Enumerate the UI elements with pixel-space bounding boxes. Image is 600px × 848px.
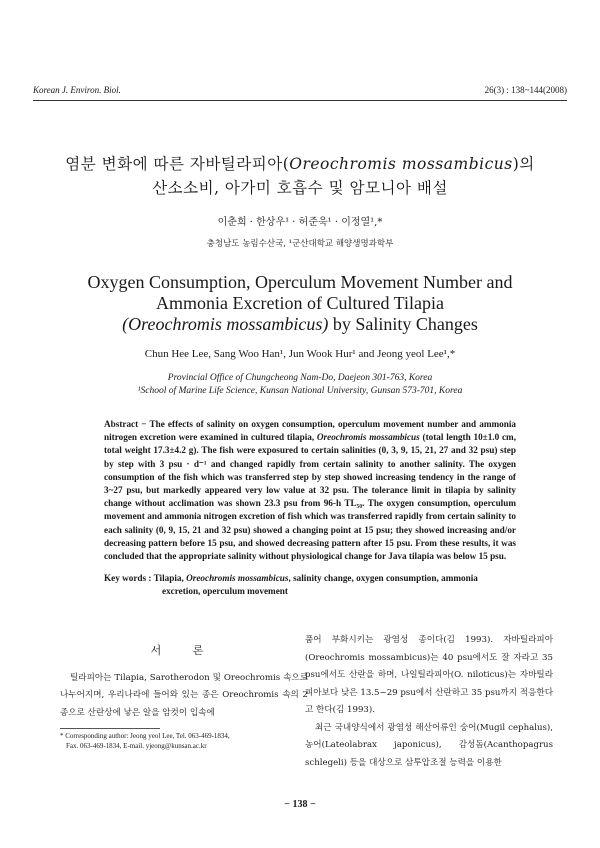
footnote-corresponding-author: * Corresponding author: Jeong yeol Lee, Tel. 063-469-1834, Fax. 063-469-1834, E-mail. yjeong@kunsan.ac.kr (60, 732, 230, 750)
authors-english: Chun Hee Lee, Sang Woo Han¹, Jun Wook Hur¹ and Jeong yeol Lee¹,* (144, 348, 456, 360)
authors-korean: 이춘희 · 한상우¹ · 허준욱¹ · 이정열¹,* (217, 217, 383, 228)
keywords-species: Oreochromis mossambicus (186, 573, 289, 583)
keywords-label: Key words : (104, 573, 154, 583)
affiliation-english-line1: Provincial Office of Chungcheong Nam-Do, Daejeon 301-763, Korea (167, 373, 433, 383)
header-rule (33, 100, 567, 101)
footnote-rule (60, 728, 160, 729)
keywords: Key words : Tilapia, Oreochromis mossambicus, salinity change, oxygen consumption, ammonia excretion, operculum movement (104, 573, 478, 596)
body-column-right (305, 632, 553, 772)
title-english-species: (Oreochromis mossambicus) (122, 314, 329, 334)
affiliation-english (0, 372, 600, 398)
body-column-left (60, 632, 308, 722)
title-korean-line1: 염분 변화에 따른 자바틸라피아(Oreochromis mossambicus)의 (65, 155, 535, 173)
journal-name: Korean J. Environ. Biol. (33, 85, 121, 95)
title-english (40, 272, 560, 335)
intro-paragraph-2: 최근 국내양식에서 광염성 해산어류인 숭어(Mugil cephalus), 농어(Lateolabrax japonicus), 감성돔(Acanthopagrus schlegeli) 등을 대상으로 삼투압조절 능력을 이용한 (305, 722, 553, 768)
running-head (33, 85, 567, 95)
intro-paragraph-1-cont: 품어 부화시키는 광염성 종이다(김 1993). 자바틸라피아(Oreochromis mossambicus)는 40 psu에서도 잘 자라고 35 psu에서도 산란을 하며, 나일틸라피아(O. niloticus)는 자바틸라피아보다 낮은 13.5~29 psu에서 산란하고 35 psu까지 적응한다고 한다(김 1993). (305, 635, 553, 715)
volume-info: 26(3) : 138~144(2008) (484, 85, 567, 95)
section-title-introduction: 서 론 (150, 644, 218, 657)
affiliation-korean: 충청남도 농림수산국, ¹군산대학교 해양생명과학부 (206, 239, 394, 249)
title-korean-line2: 산소소비, 아가미 호흡수 및 암모니아 배설 (152, 179, 448, 197)
title-english-line3: (Oreochromis mossambicus) by Salinity Changes (122, 314, 478, 334)
title-korean (40, 152, 560, 200)
page-number: − 138 − (284, 799, 316, 810)
abstract: Abstract − The effects of salinity on oxygen consumption, operculum movement number and ammonia nitrogen excretion were examined in cultured tilapia, Oreochromis mossambicus (total length 10±1.0 cm, total weight 17.3±4.2 g). The fish were exposured to certain salinities (0, 3, 9, 15, 21, 27 and 32 psu) step by step with 3 psu · d⁻¹ and changed rapidly from certain salinity to another salinity. The oxygen consumption of the fish which was transferred step by step showed increasing tendency in the range of 3~27 psu, but markedly appeared very low value at 32 psu. The tolerance limit in tilapia by salinity change without acclimation was shown 23.3 psu from 96-h TL₅₀. The oxygen consumption, operculum movement and ammonia nitrogen excretion of fish which was transferred rapidly from certain salinity to each salinity (0, 9, 15, 21 and 32 psu) showed a changing point at 15 psu; they showed increasing and/or decreasing pattern before 15 psu, and showed decreasing pattern after 15 psu. From these results, it was concluded that the appropriate salinity without physiological change for Java tilapia was below 15 psu. (104, 419, 516, 562)
title-english-line2: Ammonia Excretion of Cultured Tilapia (156, 293, 444, 313)
affiliation-english-line2: ¹School of Marine Life Science, Kunsan National University, Gunsan 573-701, Korea (137, 386, 463, 396)
intro-paragraph-1: 틸라피아는 Tilapia, Sarotherodon 및 Oreochromis 속으로 나누어지며, 우리나라에 들어와 있는 종은 Oreochromis 속의 2종으로 산란상에 낳은 알을 암컷이 입속에 (60, 672, 308, 718)
title-korean-species: Oreochromis mossambicus (289, 155, 513, 173)
abstract-species: Oreochromis mossambicus (316, 432, 420, 443)
title-english-line1: Oxygen Consumption, Operculum Movement Number and (87, 272, 513, 292)
